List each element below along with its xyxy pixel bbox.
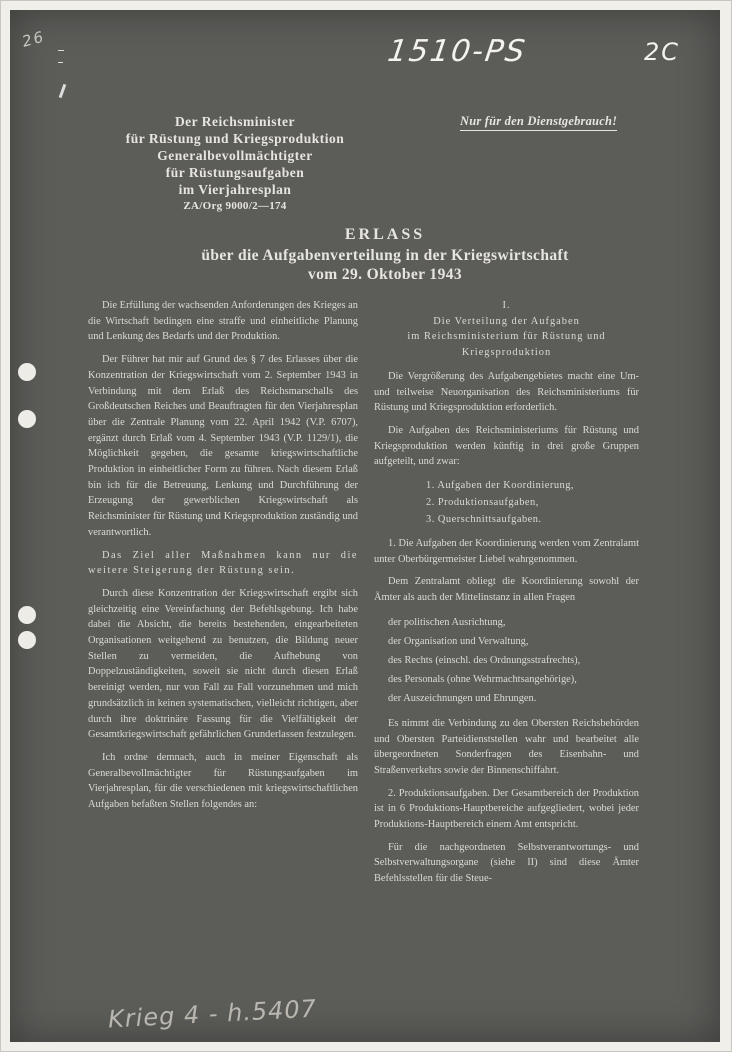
section-title-line: Kriegsproduktion (461, 347, 552, 359)
reference-number: ZA/Org 9000/2—174 (183, 200, 287, 212)
handwritten-archive-note: Krieg 4 - h.5407 (107, 994, 318, 1034)
group-list (374, 477, 639, 528)
pencil-mark (58, 62, 63, 63)
list-item: der politischen Ausrichtung, (388, 616, 506, 628)
handwritten-corner-note: 2C (644, 38, 681, 66)
issuing-authority (70, 113, 400, 215)
right-column (374, 298, 639, 894)
document-sheet (10, 10, 720, 1042)
document-title (90, 224, 680, 284)
paragraph: Durch diese Konzentration der Kriegswirtschaft ergibt sich gleichzeitig eine Vereinfachung der Befehlsgebung. Ich habe dabei die Absicht, die bereits bestehenden, eingearbeiteten Organisationen weitgehend zu benutzen, die Bildung neuer Stellen zu vermeiden, die Aufhebung von Doppelzuständigkeiten, soweit sie nicht durch diesen Erlaß bereinigt werden, nur von Fall zu Fall vorzunehmen und mich grundsätzlich in keinen systematischen, vielleicht richtigen, aber durch ihre doktrinäre Fassung für die Vielfältigkeit der Gesamtkriegswirtschaft gefährlichen Grunderlassen festzulegen. (88, 587, 358, 741)
paragraph: Die Aufgaben des Reichsministeriums für Rüstung und Kriegsproduktion werden künftig in drei große Gruppen aufgeteilt, und zwar: (374, 424, 639, 468)
paragraph: Die Vergrößerung des Aufgabengebietes macht eine Um- und teilweise Neuorganisation des Reichsministeriums für Rüstung und Kriegsproduktion erforderlich. (374, 370, 639, 414)
authority-line: für Rüstung und Kriegsproduktion (125, 131, 345, 146)
topics-list (374, 613, 639, 708)
paragraph: Ich ordne demnach, auch in meiner Eigenschaft als Generalbevollmächtigter für Rüstungsaufgaben im Vierjahresplan, für die verschiedenen mit kriegswirtschaftlichen Aufgaben befaßten Stellen folgendes an: (88, 751, 358, 811)
punch-hole-1 (18, 363, 36, 381)
list-item: 2. Produktionsaufgaben, (426, 497, 539, 509)
paragraph-emphasis: Das Ziel aller Maßnahmen kann nur die weitere Steigerung der Rüstung sein. (88, 549, 358, 577)
authority-line: für Rüstungsaufgaben (165, 165, 305, 180)
list-item: der Auszeichnungen und Ehrungen. (388, 692, 537, 704)
paragraph: Es nimmt die Verbindung zu den Obersten Reichsbehörden und Obersten Parteidienststellen wahr und bearbeitet alle übergeordneten Sonderfragen des Eisenbahn- und Straßenverkehrs sowie der Binnenschiffahrt. (374, 717, 639, 776)
authority-line: Der Reichsminister (174, 114, 296, 129)
title-erlass: ERLASS (344, 226, 426, 243)
pencil-mark (58, 50, 64, 51)
punch-hole-2 (18, 410, 36, 428)
list-item: 3. Querschnittsaufgaben. (426, 514, 542, 526)
paragraph: Die Erfüllung der wachsenden Anforderungen des Krieges an die Wirtschaft bedingen eine straffe und einheitliche Planung und Lenkung des Bedarfs und der Produktion. (88, 300, 358, 343)
handwritten-document-number: 1510-PS (385, 34, 529, 69)
section-number: I. (502, 300, 511, 311)
list-item: 1. Aufgaben der Koordinierung, (426, 480, 575, 492)
handwritten-page-number: 26 (20, 27, 48, 51)
authority-line: im Vierjahresplan (178, 182, 292, 197)
authority-line: Generalbevollmächtigter (157, 148, 313, 163)
title-date: vom 29. Oktober 1943 (307, 266, 463, 283)
classification-notice: Nur für den Dienstgebrauch! (460, 114, 617, 131)
punch-hole-3 (18, 606, 36, 624)
punch-hole-4 (18, 631, 36, 649)
paragraph: Der Führer hat mir auf Grund des § 7 des Erlasses über die Konzentration der Kriegswirtschaft vom 2. September 1943 in Verbindung mit dem Erlaß des Reichsmarschalls des Großdeutschen Reiches und Beauftragten für den Vierjahresplan über die Zentrale Planung vom 22. April 1942 (V.P. 6707), ergänzt durch Erlaß vom 4. September 1943 (V.P. 1129/1), die Möglichkeit gegeben, die gesamte kriegswirtschaftliche Produktion in einheitlicher Form zu führen. Nach diesem Erlaß bin ich für die Betreuung, Lenkung und Durchführung der Erzeugung der gewerblichen Kriegswirtschaft als Reichsminister für Rüstung und Kriegsproduktion zuständig und verantwortlich. (88, 354, 358, 538)
title-subject: über die Aufgabenverteilung in der Kriegswirtschaft (201, 247, 569, 264)
paragraph: 1. Die Aufgaben der Koordinierung werden vom Zentralamt unter Oberbürgermeister Liebel wahrgenommen. (374, 538, 639, 565)
list-item: des Personals (ohne Wehrmachtsangehörige), (388, 673, 577, 685)
list-item: der Organisation und Verwaltung, (388, 635, 529, 647)
paragraph: 2. Produktionsaufgaben. Der Gesamtbereich der Produktion ist in 6 Produktions-Hauptbereiche aufgegliedert, wobei jeder Produktions-Hauptbereich einem Amt entspricht. (374, 787, 639, 831)
pencil-mark (59, 84, 67, 98)
section-title-line: im Reichsministerium für Rüstung und (407, 331, 606, 343)
section-heading (374, 298, 639, 361)
paragraph: Dem Zentralamt obliegt die Koordinierung sowohl der Ämter als auch der Mittelinstanz in allen Fragen (374, 576, 639, 604)
section-title-line: Die Verteilung der Aufgaben (433, 315, 580, 327)
left-column (88, 298, 358, 820)
list-item: des Rechts (einschl. des Ordnungsstrafrechts), (388, 654, 581, 666)
paragraph: Für die nachgeordneten Selbstverantwortungs- und Selbstverwaltungsorgane (siehe II) sind diese Ämter Befehlsstellen für die Steue- (374, 841, 639, 885)
